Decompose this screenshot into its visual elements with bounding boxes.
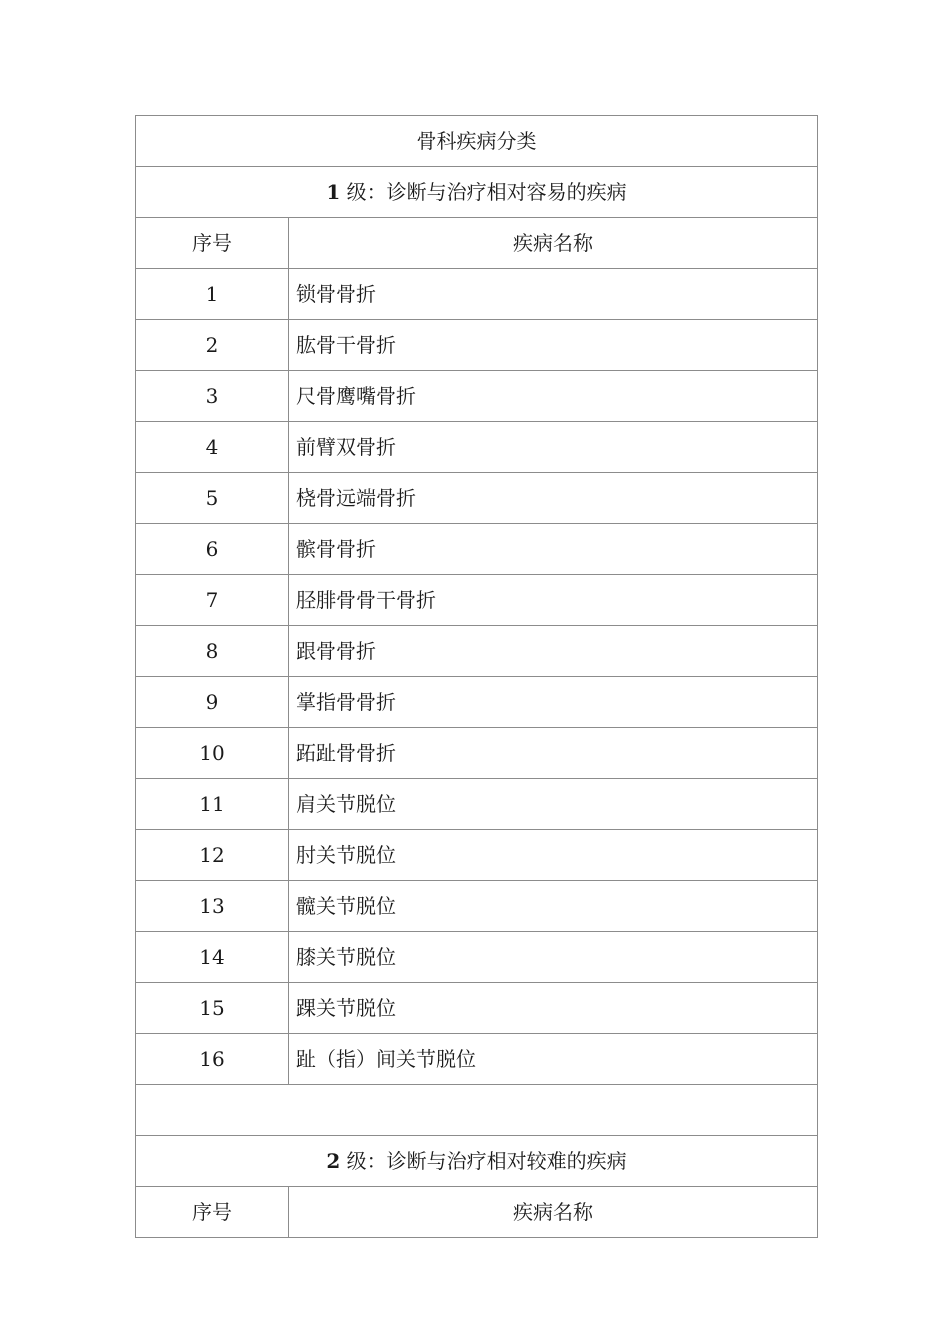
table-row [136, 728, 818, 779]
table-row [136, 677, 818, 728]
header-disease-name: 疾病名称 [289, 218, 818, 269]
table-row [136, 371, 818, 422]
row-number: 15 [136, 983, 289, 1034]
level-1-row [136, 167, 818, 218]
disease-classification-table [135, 115, 818, 1238]
table-row [136, 575, 818, 626]
header-row-2 [136, 1187, 818, 1238]
level-1-label: 级：诊断与治疗相对容易的疾病 [346, 180, 627, 204]
row-number: 11 [136, 779, 289, 830]
row-disease-name: 掌指骨骨折 [289, 677, 818, 728]
row-disease-name: 锁骨骨折 [289, 269, 818, 320]
level-1-heading [136, 167, 818, 218]
row-disease-name: 跖趾骨骨折 [289, 728, 818, 779]
row-number: 14 [136, 932, 289, 983]
row-disease-name: 趾（指）间关节脱位 [289, 1034, 818, 1085]
row-disease-name: 肩关节脱位 [289, 779, 818, 830]
header-disease-name: 疾病名称 [289, 1187, 818, 1238]
level-2-row [136, 1136, 818, 1187]
row-disease-name: 尺骨鹰嘴骨折 [289, 371, 818, 422]
table-row [136, 524, 818, 575]
header-number: 序号 [136, 1187, 289, 1238]
table-row [136, 626, 818, 677]
row-number: 2 [136, 320, 289, 371]
row-number: 6 [136, 524, 289, 575]
table-row [136, 422, 818, 473]
row-disease-name: 前臂双骨折 [289, 422, 818, 473]
table-row [136, 269, 818, 320]
row-disease-name: 胫腓骨骨干骨折 [289, 575, 818, 626]
row-disease-name: 肱骨干骨折 [289, 320, 818, 371]
blank-row [136, 1085, 818, 1136]
row-number: 4 [136, 422, 289, 473]
row-number: 7 [136, 575, 289, 626]
header-number: 序号 [136, 218, 289, 269]
blank-cell [136, 1085, 818, 1136]
row-number: 8 [136, 626, 289, 677]
table-row [136, 830, 818, 881]
table-row [136, 473, 818, 524]
table-row [136, 932, 818, 983]
row-disease-name: 踝关节脱位 [289, 983, 818, 1034]
level-2-number: 2 [326, 1149, 341, 1173]
row-number: 12 [136, 830, 289, 881]
table-row [136, 1034, 818, 1085]
table-row [136, 881, 818, 932]
row-disease-name: 桡骨远端骨折 [289, 473, 818, 524]
table-row [136, 983, 818, 1034]
row-disease-name: 髋关节脱位 [289, 881, 818, 932]
row-number: 9 [136, 677, 289, 728]
row-disease-name: 髌骨骨折 [289, 524, 818, 575]
level-1-number: 1 [326, 180, 341, 204]
row-disease-name: 膝关节脱位 [289, 932, 818, 983]
row-number: 1 [136, 269, 289, 320]
row-number: 10 [136, 728, 289, 779]
header-row [136, 218, 818, 269]
level-2-heading [136, 1136, 818, 1187]
row-disease-name: 跟骨骨折 [289, 626, 818, 677]
level-2-label: 级：诊断与治疗相对较难的疾病 [346, 1149, 627, 1173]
row-number: 16 [136, 1034, 289, 1085]
row-number: 13 [136, 881, 289, 932]
row-number: 3 [136, 371, 289, 422]
row-disease-name: 肘关节脱位 [289, 830, 818, 881]
row-number: 5 [136, 473, 289, 524]
table-row [136, 320, 818, 371]
table-title: 骨科疾病分类 [136, 116, 818, 167]
table-row [136, 779, 818, 830]
title-row [136, 116, 818, 167]
